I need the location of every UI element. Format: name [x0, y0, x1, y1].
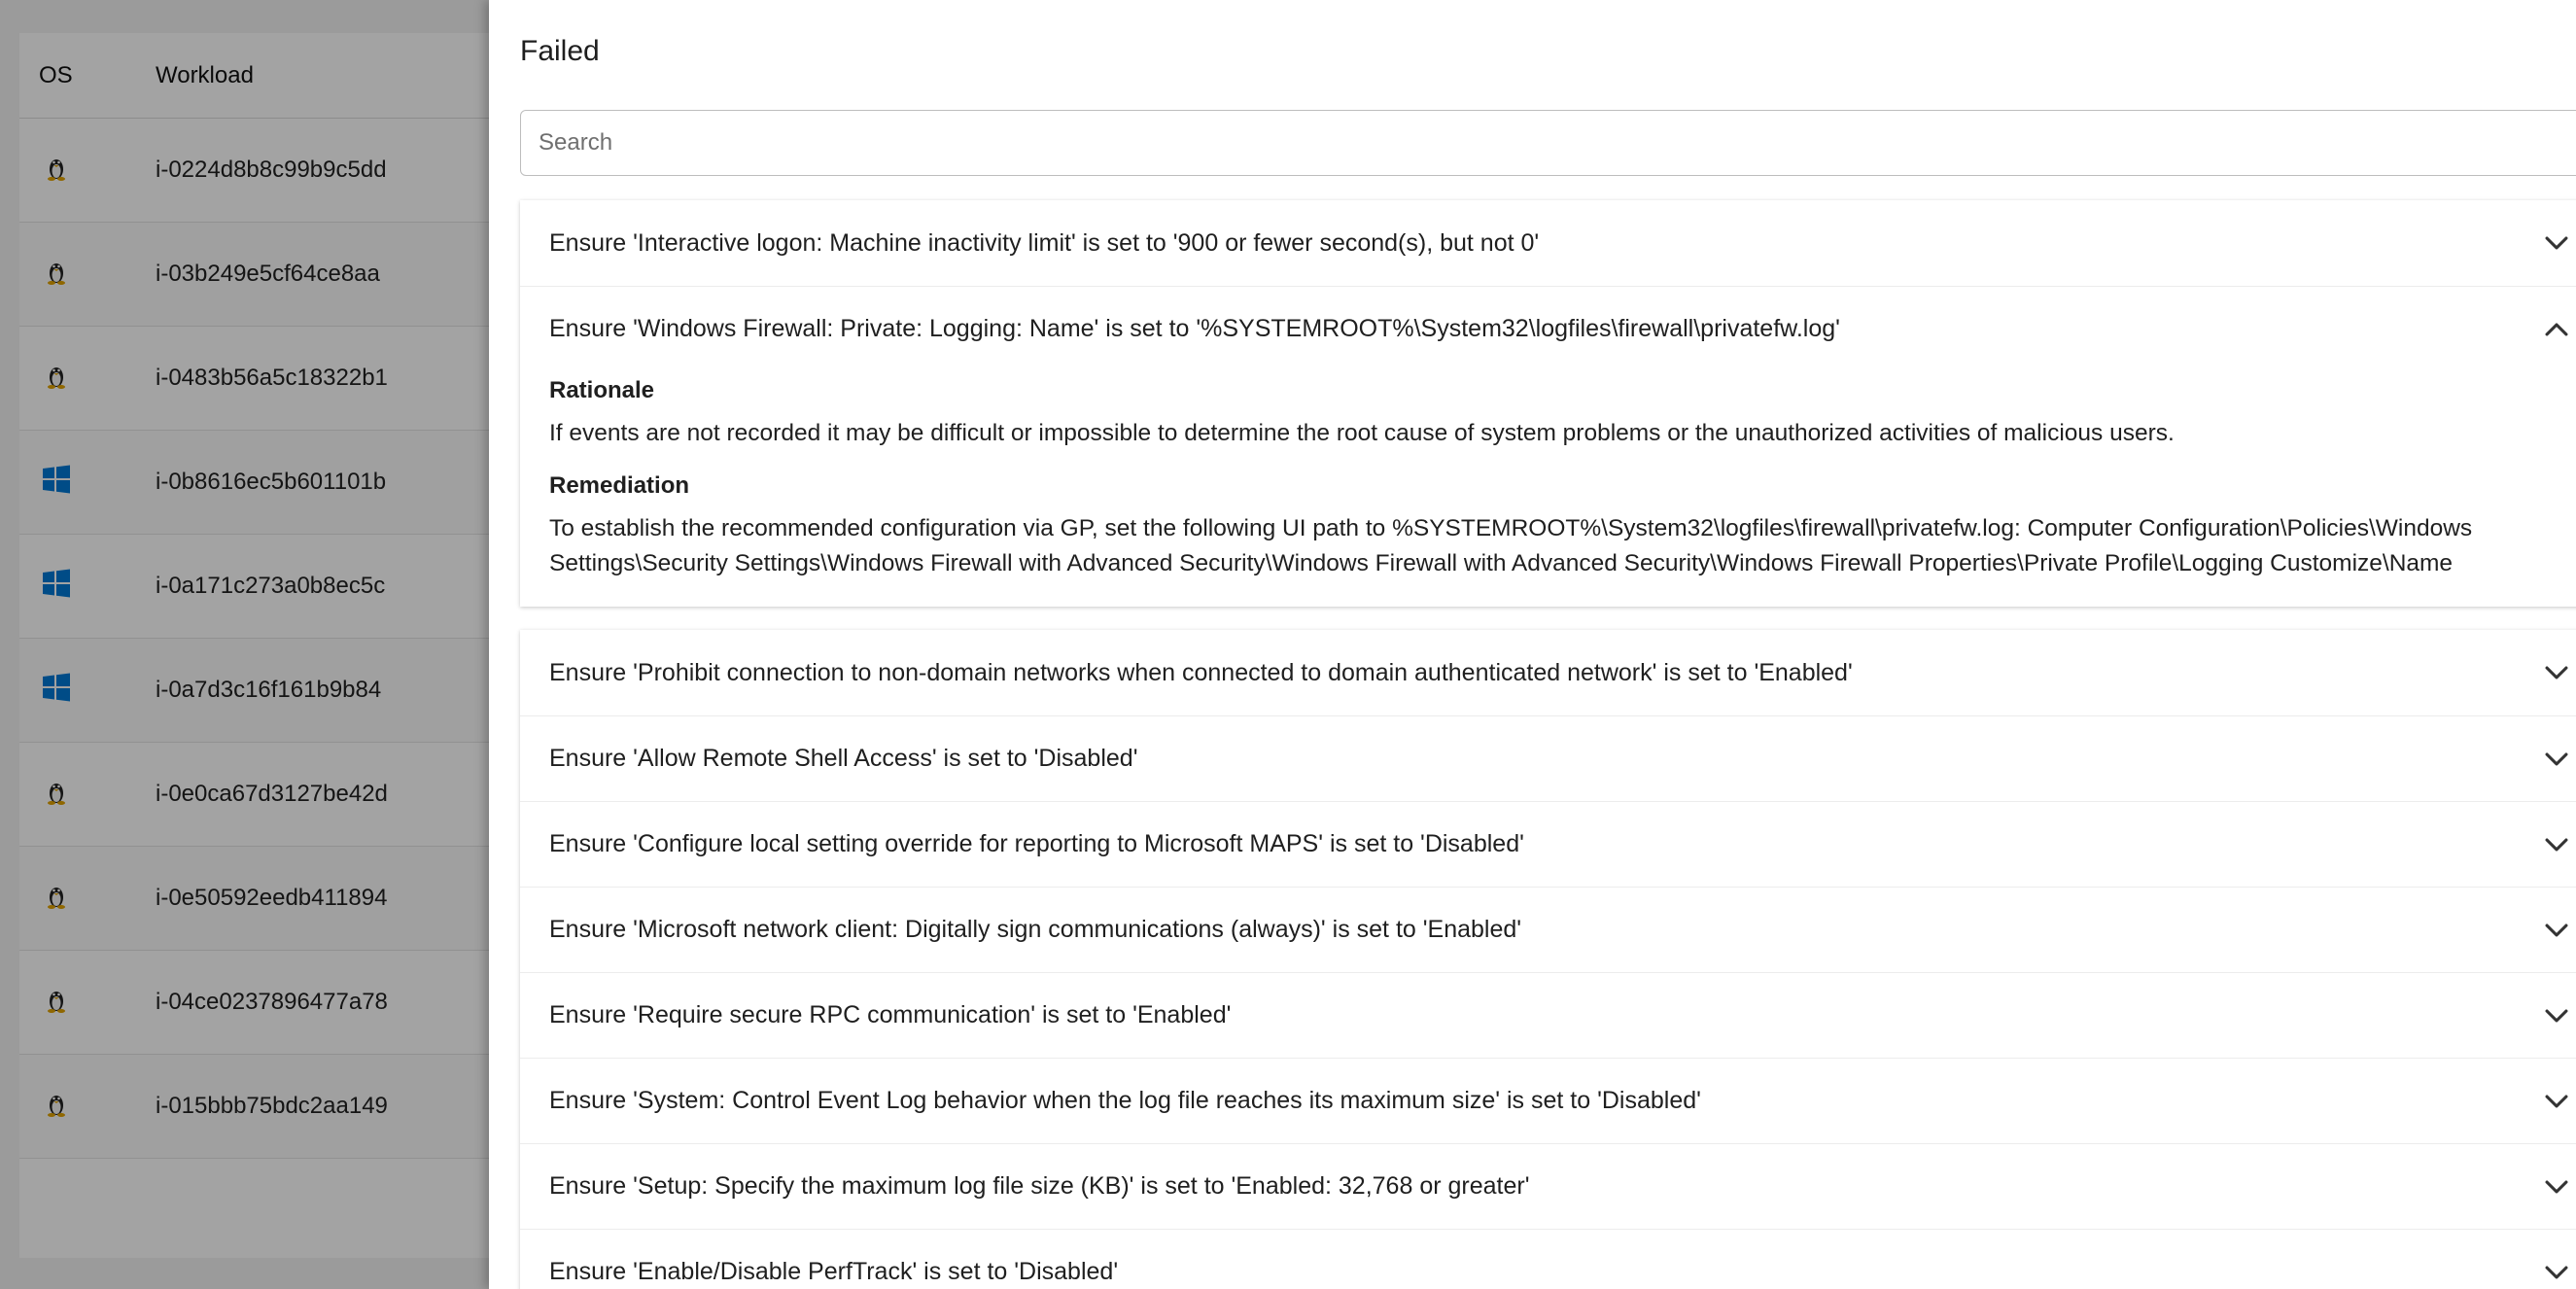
- remediation-heading: Remediation: [549, 472, 690, 499]
- failed-checks-drawer: [489, 0, 2576, 1289]
- chevron-down-icon[interactable]: [2540, 914, 2573, 947]
- check-item-title: Ensure 'Allow Remote Shell Access' is set to 'Disabled': [549, 745, 1138, 772]
- check-item[interactable]: [520, 887, 2576, 972]
- expanded-check-group: [520, 200, 2576, 607]
- check-item[interactable]: [520, 1058, 2576, 1143]
- check-item-title: Ensure 'Require secure RPC communication' is set to 'Enabled': [549, 1001, 1232, 1028]
- workload-cell: i-0483b56a5c18322b1: [156, 365, 388, 391]
- check-item-title: Ensure 'Windows Firewall: Private: Logging: Name' is set to '%SYSTEMROOT%\System32\logfiles\firewall\privatefw.log': [549, 315, 1840, 342]
- workload-cell: i-0b8616ec5b601101b: [156, 469, 387, 495]
- check-item-title: Ensure 'Prohibit connection to non-domain networks when connected to domain authenticated network' is set to 'Enabled': [549, 658, 1853, 686]
- check-item-title: Ensure 'Interactive logon: Machine inactivity limit' is set to '900 or fewer second(s), but not 0': [549, 228, 1540, 257]
- check-item[interactable]: [520, 1229, 2576, 1289]
- chevron-up-icon[interactable]: [2540, 313, 2573, 346]
- check-item[interactable]: [520, 715, 2576, 801]
- drawer-title: Failed: [520, 35, 600, 67]
- chevron-down-icon[interactable]: [2540, 656, 2573, 689]
- workload-cell: i-0a7d3c16f161b9b84: [156, 677, 382, 703]
- chevron-down-icon[interactable]: [2540, 226, 2573, 260]
- column-header-workload[interactable]: Workload: [156, 61, 254, 88]
- check-item-title: Ensure 'Setup: Specify the maximum log file size (KB)' is set to 'Enabled: 32,768 or greater': [549, 1172, 1530, 1200]
- check-item[interactable]: [520, 200, 2576, 286]
- rationale-heading: Rationale: [549, 377, 655, 403]
- chevron-down-icon[interactable]: [2540, 1256, 2573, 1289]
- workload-cell: i-03b249e5cf64ce8aa: [156, 261, 380, 287]
- remediation-line: Settings\Security Settings\Windows Firewall with Advanced Security\Windows Firewall with Advanced Security\Windows Firewall Properties\Private Profile\Logging Customize\Name: [549, 550, 2454, 576]
- chevron-down-icon[interactable]: [2540, 828, 2573, 861]
- workload-cell: i-0224d8b8c99b9c5dd: [156, 157, 387, 183]
- rationale-text: If events are not recorded it may be difficult or impossible to determine the root cause of system problems or the unauthorized activities of malicious users.: [549, 420, 2175, 446]
- check-item-title: Ensure 'Microsoft network client: Digitally sign communications (always)' is set to 'Enabled': [549, 916, 1522, 943]
- chevron-down-icon[interactable]: [2540, 743, 2573, 776]
- workload-cell: i-0e50592eedb411894: [156, 885, 388, 911]
- check-item-title: Ensure 'System: Control Event Log behavior when the log file reaches its maximum size' is set to 'Disabled': [549, 1087, 1701, 1114]
- check-item-title: Ensure 'Enable/Disable PerfTrack' is set to 'Disabled': [549, 1258, 1119, 1285]
- check-item[interactable]: [520, 630, 2576, 715]
- chevron-down-icon[interactable]: [2540, 999, 2573, 1032]
- column-header-os[interactable]: OS: [39, 61, 73, 88]
- search-input[interactable]: [521, 111, 2576, 175]
- check-details: [520, 371, 2576, 607]
- check-item[interactable]: [520, 801, 2576, 887]
- remediation-line: To establish the recommended configuration via GP, set the following UI path to %SYSTEMROOT%\System32\logfiles\firewall\privatefw.log: Computer Configuration\Policies\Windows: [549, 515, 2473, 541]
- workload-cell: i-0a171c273a0b8ec5c: [156, 573, 386, 599]
- workload-cell: i-015bbb75bdc2aa149: [156, 1093, 388, 1119]
- check-item[interactable]: [520, 1143, 2576, 1229]
- collapsed-check-group: [520, 630, 2576, 1289]
- check-item-title: Ensure 'Configure local setting override for reporting to Microsoft MAPS' is set to 'Disabled': [549, 830, 1524, 857]
- workload-cell: i-0e0ca67d3127be42d: [156, 781, 388, 807]
- remediation-text: [549, 511, 2576, 581]
- workload-cell: i-04ce0237896477a78: [156, 989, 388, 1015]
- search-field[interactable]: [520, 110, 2576, 176]
- chevron-down-icon[interactable]: [2540, 1170, 2573, 1203]
- failed-checks-list: [520, 200, 2576, 1289]
- check-item[interactable]: [520, 972, 2576, 1058]
- check-item-expanded[interactable]: [520, 286, 2576, 371]
- chevron-down-icon[interactable]: [2540, 1085, 2573, 1118]
